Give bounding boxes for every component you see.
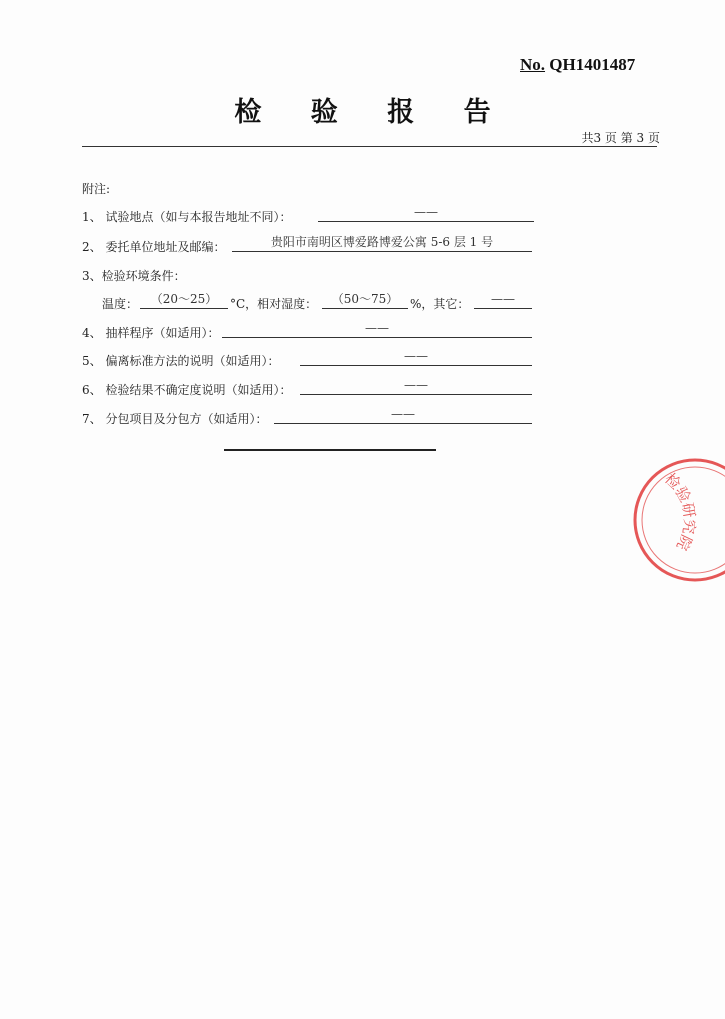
note-item-5-value: —— xyxy=(300,349,532,366)
note-item-7-value: —— xyxy=(274,407,532,424)
note-item-7-label: 7、 分包项目及分包方（如适用）： xyxy=(82,412,268,426)
temperature-label: 温度： xyxy=(102,297,139,311)
notes-heading: 附注: xyxy=(82,182,111,196)
report-number-value: QH1401487 xyxy=(549,55,636,74)
note-item-4-label: 4、 抽样程序（如适用）： xyxy=(82,326,220,340)
note-item-6-label: 6、 检验结果不确定度说明（如适用）： xyxy=(82,383,292,397)
note-item-2-value: 贵阳市南明区博爱路博爱公寓 5-6 层 1 号 xyxy=(232,235,532,252)
humidity-value: （50～75） xyxy=(322,292,408,309)
temperature-value: （20～25） xyxy=(140,292,228,309)
other-label: %，其它： xyxy=(410,297,470,311)
note-item-6-value: —— xyxy=(300,378,532,395)
note-item-1-value: —— xyxy=(318,205,534,222)
report-number-prefix: No. xyxy=(520,55,546,74)
header-divider xyxy=(82,146,657,147)
note-item-4-value: —— xyxy=(222,321,532,338)
official-seal xyxy=(600,448,725,588)
page-title: 检 验 报 告 xyxy=(234,97,511,128)
svg-text:检验研究院 xyxy=(661,470,699,554)
seal-text: 检验研究院 xyxy=(661,469,699,554)
note-item-3-label: 3、检验环境条件： xyxy=(82,269,186,283)
end-of-notes-rule xyxy=(224,449,436,451)
other-value: —— xyxy=(474,292,532,309)
page-count: 共3 页 第 3 页 xyxy=(581,131,660,145)
note-item-2-label: 2、 委托单位地址及邮编： xyxy=(82,240,226,254)
report-number xyxy=(520,55,660,75)
seal-graphic xyxy=(600,448,725,588)
humidity-label: °C，相对湿度： xyxy=(230,297,318,311)
note-item-5-label: 5、 偏离标准方法的说明（如适用）： xyxy=(82,354,280,368)
note-item-1-label: 1、 试验地点（如与本报告地址不同）： xyxy=(82,210,292,224)
